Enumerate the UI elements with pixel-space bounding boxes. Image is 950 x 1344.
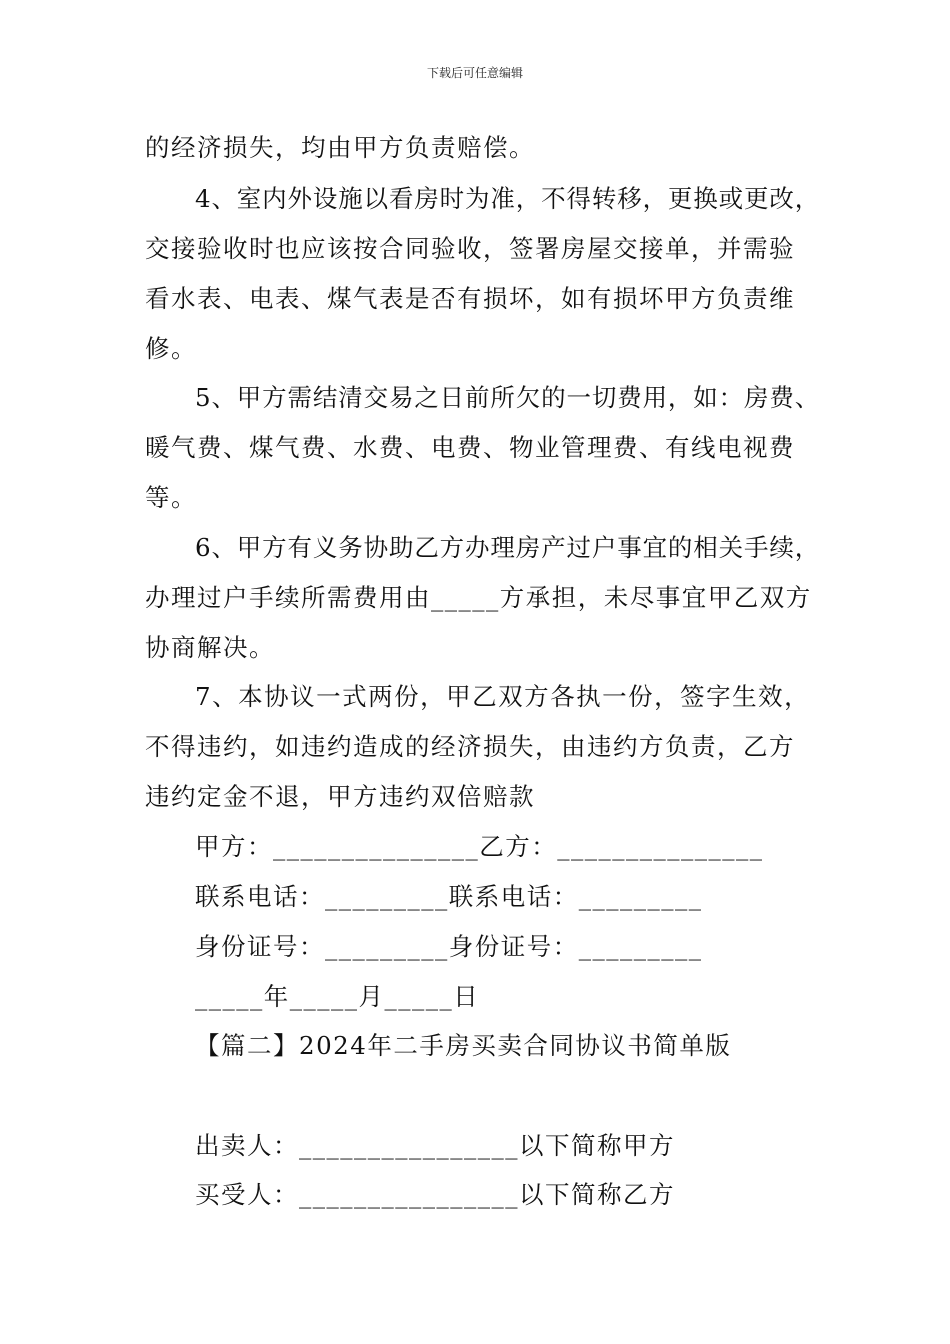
clause-5-line-3: 等。 (145, 483, 197, 512)
clause-7-line-2: 不得违约，如违约造成的经济损失，由违约方负责，乙方 (145, 732, 795, 761)
section-2-title: 【篇二】2024年二手房买卖合同协议书简单版 (195, 1031, 732, 1060)
clause-7-line-1: 7、本协议一式两份，甲乙双方各执一份，签字生效， (195, 682, 811, 711)
signature-date-line: _____年_____月_____日 (195, 982, 480, 1011)
clause-5-line-2: 暖气费、煤气费、水费、电费、物业管理费、有线电视费 (145, 433, 795, 462)
clause-4-line-3: 看水表、电表、煤气表是否有损坏，如有损坏甲方负责维 (145, 284, 795, 313)
signature-phone-line: 联系电话：_________联系电话：_________ (195, 882, 703, 911)
clause-6-line-1: 6、甲方有义务协助乙方办理房产过户事宜的相关手续， (195, 533, 821, 562)
signature-party-line: 甲方：_______________乙方：_______________ (195, 832, 764, 861)
clause-4-line-1: 4、室内外设施以看房时为准，不得转移，更换或更改， (195, 184, 821, 213)
clause-5-line-1: 5、甲方需结清交易之日前所欠的一切费用，如：房费、 (195, 383, 821, 412)
clause-4-line-4: 修。 (145, 334, 197, 363)
clause-7-line-3: 违约定金不退，甲方违约双倍赔款 (145, 782, 535, 811)
signature-id-line: 身份证号：_________身份证号：_________ (195, 932, 703, 961)
clause-4-line-2: 交接验收时也应该按合同验收，签署房屋交接单，并需验 (145, 234, 795, 263)
page-header-note: 下载后可任意编辑 (426, 66, 523, 80)
clause-6-line-3: 协商解决。 (145, 633, 275, 662)
seller-line: 出卖人：________________以下简称甲方 (195, 1131, 675, 1160)
buyer-line: 买受人：________________以下简称乙方 (195, 1180, 675, 1209)
clause-6-line-2: 办理过户手续所需费用由_____方承担，未尽事宜甲乙双方 (145, 583, 812, 612)
paragraph-line: 的经济损失，均由甲方负责赔偿。 (145, 133, 535, 162)
